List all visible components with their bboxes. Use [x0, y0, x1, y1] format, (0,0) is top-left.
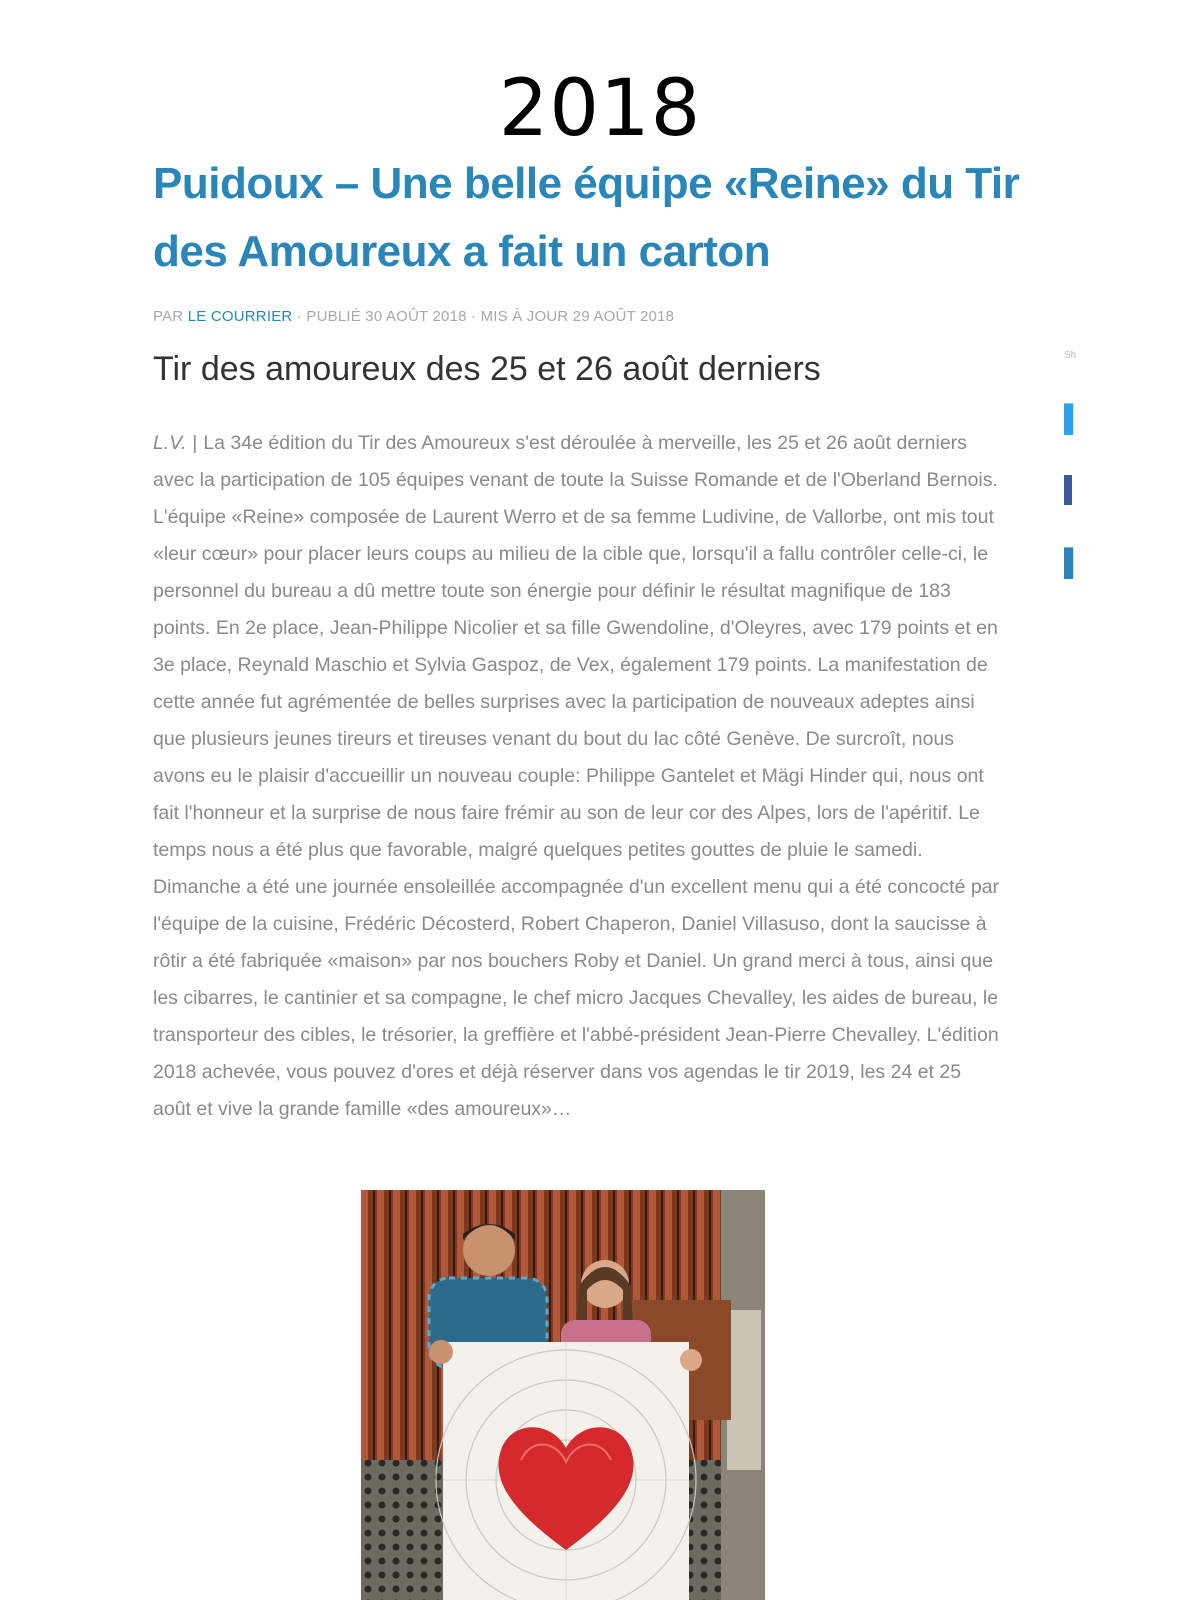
article-title[interactable]: Puidoux – Une belle équipe «Reine» du Tir des Amoureux a fait un carton — [153, 159, 1020, 276]
year-heading: 2018 — [498, 64, 702, 154]
author-initials: L.V. — [153, 432, 187, 454]
share-sidebar — [1064, 350, 1083, 577]
email-icon[interactable]: ▌ — [1064, 547, 1083, 577]
photo-couple-with-target — [361, 1190, 765, 1600]
article-text: La 34e édition du Tir des Amoureux s'est déroulée à merveille, les 25 et 26 août derniers avec la participation de 105 équipes venant de toute la Suisse Romande et de l'Oberland Bernois. L'équipe «Reine» composée de Laurent Werro et de sa femme Ludivine, de Vallorbe, ont mis tout «leur cœur» pour placer leurs coups au milieu de la cible que, lorsqu'il a fallu contrôler celle-ci, le personnel du bureau a dû mettre toute son énergie pour définir le résultat magnifique de 183 points. En 2e place, Jean-Philippe Nicolier et sa fille Gwendoline, d'Oleyres, avec 179 points et en 3e place, Reynald Maschio et Sylvia Gaspoz, de Vex, également 179 points. La manifestation de cette année fut agrémentée de belles surprises avec la participation de nouveaux adeptes ainsi que plusieurs jeunes tireurs et tireuses venant du bout du lac côté Genève. De surcroît, nous avons eu le plaisir d'accueillir un nouveau couple: Philippe Gantelet et Mägi Hinder qui, nous ont fait l'honneur et la surprise de nous faire frémir au son de leur cor des Alpes, lors de l'apéritif. Le temps nous a été plus que favorable, malgré quelques petites gouttes de pluie le samedi. Dimanche a été une journée ensoleillée accompagnée d'un excellent menu qui a été concocté par l'équipe de la cuisine, Frédéric Décosterd, Robert Chaperon, Daniel Villasuso, dont la saucisse à rôtir a été fabriquée «maison» par nos bouchers Roby et Daniel. Un grand merci à tous, ainsi que les cibarres, le cantinier et sa compagne, le chef micro Jacques Chevalley, les aides de bureau, le transporteur des cibles, le trésorier, la greffière et l'abbé-président Jean-Pierre Chevalley. L'édition 2018 achevée, vous pouvez d'ores et déjà réserver dans vos agendas le tir 2019, les 24 et 25 août et vive la grande famille «des amoureux»… — [153, 432, 1000, 1120]
facebook-icon[interactable] — [1064, 475, 1072, 505]
byline-meta: · PUBLIÉ 30 AOÛT 2018 · MIS À JOUR 29 AOÛT 2018 — [296, 308, 675, 325]
article — [153, 150, 1063, 1128]
article-photo — [361, 1190, 765, 1600]
article-body — [153, 425, 1003, 1128]
share-label: Sh — [1064, 350, 1077, 361]
article-subtitle: Tir des amoureux des 25 et 26 août derniers — [153, 350, 821, 388]
byline-prefix: PAR — [153, 308, 184, 325]
byline — [153, 308, 1063, 325]
separator: | — [192, 432, 198, 454]
byline-author-link[interactable]: LE COURRIER — [187, 308, 293, 325]
twitter-icon[interactable]: ▌ — [1064, 403, 1083, 433]
